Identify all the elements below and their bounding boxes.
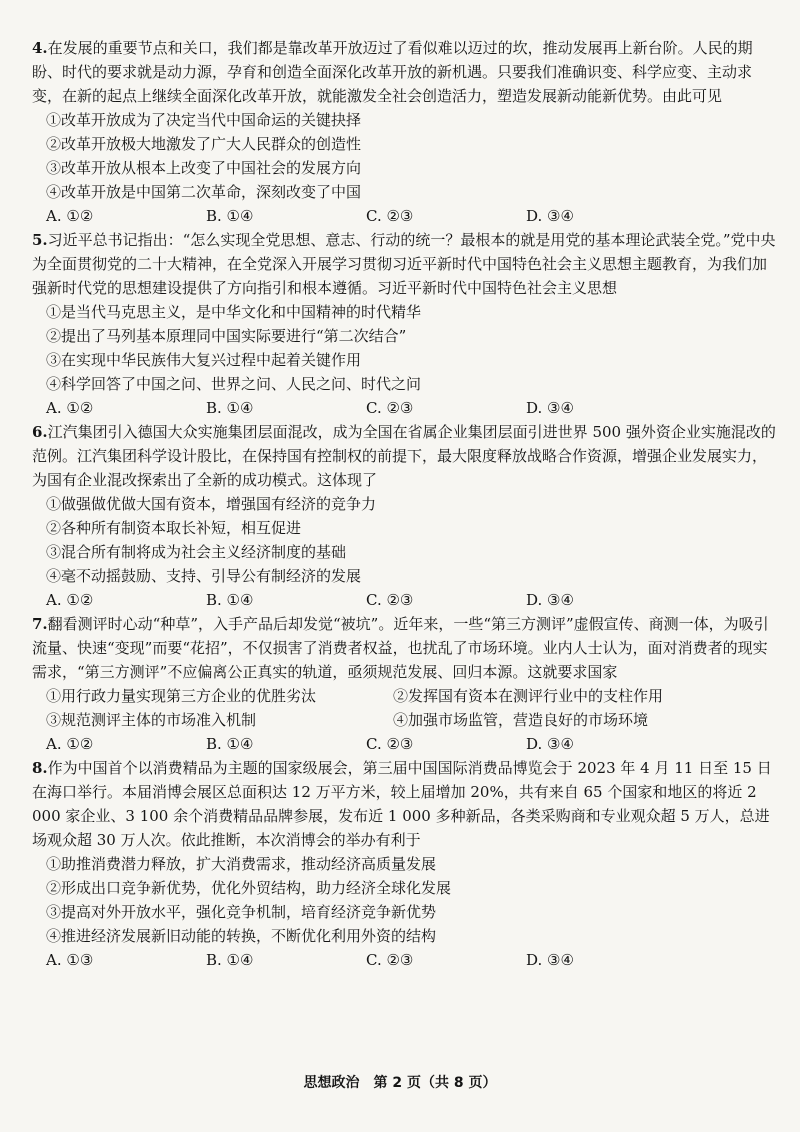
- option: ②各种所有制资本取长补短，相互促进: [46, 519, 302, 537]
- option: ③改革开放从根本上改变了中国社会的发展方向: [46, 159, 362, 177]
- answer-choices: [32, 732, 777, 756]
- question-stem: [32, 612, 777, 684]
- option: ①是当代马克思主义，是中华文化和中国精神的时代精华: [46, 303, 422, 321]
- answer-choices: [32, 204, 777, 228]
- choice-d: D. ③④: [526, 207, 574, 225]
- choice-d: D. ③④: [526, 735, 574, 753]
- option: ③在实现中华民族伟大复兴过程中起着关键作用: [46, 351, 362, 369]
- page-footer: 思想政治 第 2 页（共 8 页）: [303, 1075, 497, 1091]
- choice-c: C. ②③: [366, 951, 414, 969]
- option: ②发挥国有资本在测评行业中的支柱作用: [393, 687, 664, 705]
- question-text: 在发展的重要节点和关口，我们都是靠改革开放迈过了看似难以迈过的坎，推动发展再上新台阶。人民的期盼、时代的要求就是动力源，孕育和创造全面深化改革开放的新机遇。只要我们准确识变、科学应变、主动求变，在新的起点上继续全面深化改革开放，就能激发全社会创造活力，塑造发展新动能新优势。由此可见: [32, 39, 753, 105]
- question-stem: [32, 36, 777, 108]
- option: ①助推消费潜力释放，扩大消费需求，推动经济高质量发展: [46, 855, 437, 873]
- option: ④科学回答了中国之问、世界之问、人民之问、时代之问: [46, 375, 422, 393]
- choice-a: A. ①②: [46, 591, 94, 609]
- option: ③规范测评主体的市场准入机制: [46, 711, 257, 729]
- option: ④推进经济发展新旧动能的转换，不断优化利用外资的结构: [46, 927, 437, 945]
- answer-choices: [32, 948, 777, 972]
- question-stem: [32, 756, 777, 852]
- choice-a: A. ①②: [46, 207, 94, 225]
- question-number: 4.: [32, 39, 48, 57]
- option: ①改革开放成为了决定当代中国命运的关键抉择: [46, 111, 362, 129]
- option: ③混合所有制将成为社会主义经济制度的基础: [46, 543, 347, 561]
- question-stem: [32, 228, 777, 300]
- option: ③提高对外开放水平，强化竞争机制，培育经济竞争新优势: [46, 903, 437, 921]
- choice-b: B. ①④: [206, 951, 254, 969]
- question-text: 江汽集团引入德国大众实施集团层面混改，成为全国在省属企业集团层面引进世界 500 强外资企业实施混改的范例。江汽集团科学设计股比，在保持国有控制权的前提下，最大限度释放战略合作资源，增强企业发展实力，为国有企业混改探索出了全新的成功模式。这体现了: [32, 423, 776, 489]
- option: ④毫不动摇鼓励、支持、引导公有制经济的发展: [46, 567, 362, 585]
- question-stem: [32, 420, 777, 492]
- question-text: 作为中国首个以消费精品为主题的国家级展会，第三届中国国际消费品博览会于 2023 年 4 月 11 日至 15 日在海口举行。本届消博会展区总面积达 12 万平方米，较上届增加 20%，共有来自 65 个国家和地区的将近 2 000 家企业、3 100 余个消费精品品牌参展，发布近 1 000 多种新品，各类采购商和专业观众超 5 万人，总进场观众超 30 万人次。依此推断，本次消博会的举办有利于: [32, 759, 772, 849]
- choice-c: C. ②③: [366, 399, 414, 417]
- option: ①用行政力量实现第三方企业的优胜劣汰: [46, 687, 317, 705]
- question-text: 习近平总书记指出：“怎么实现全党思想、意志、行动的统一？最根本的就是用党的基本理论武装全党。”党中央为全面贯彻党的二十大精神，在全党深入开展学习贯彻习近平新时代中国特色社会主义思想主题教育，为我们加强新时代党的思想建设提供了方向指引和根本遵循。习近平新时代中国特色社会主义思想: [32, 231, 776, 297]
- choice-b: B. ①④: [206, 207, 254, 225]
- choice-c: C. ②③: [366, 207, 414, 225]
- choice-d: D. ③④: [526, 399, 574, 417]
- answer-choices: [32, 588, 777, 612]
- choice-a: A. ①②: [46, 735, 94, 753]
- question-5: [32, 228, 777, 420]
- choice-b: B. ①④: [206, 399, 254, 417]
- answer-choices: [32, 396, 777, 420]
- option-row: [32, 684, 777, 708]
- question-number: 6.: [32, 423, 48, 441]
- choice-d: D. ③④: [526, 591, 574, 609]
- choice-b: B. ①④: [206, 735, 254, 753]
- choice-c: C. ②③: [366, 591, 414, 609]
- question-number: 5.: [32, 231, 48, 249]
- option: ②改革开放极大地激发了广大人民群众的创造性: [46, 135, 362, 153]
- option: ②形成出口竞争新优势，优化外贸结构，助力经济全球化发展: [46, 879, 452, 897]
- option-row: [32, 708, 777, 732]
- choice-a: A. ①②: [46, 399, 94, 417]
- question-4: [32, 36, 777, 228]
- question-number: 7.: [32, 615, 48, 633]
- choice-a: A. ①③: [46, 951, 94, 969]
- question-6: [32, 420, 777, 612]
- option: ④加强市场监管，营造良好的市场环境: [393, 711, 649, 729]
- choice-d: D. ③④: [526, 951, 574, 969]
- question-list: [32, 36, 777, 972]
- choice-b: B. ①④: [206, 591, 254, 609]
- question-number: 8.: [32, 759, 48, 777]
- question-8: [32, 756, 777, 972]
- option: ④改革开放是中国第二次革命，深刻改变了中国: [46, 183, 362, 201]
- question-text: 翻看测评时心动“种草”，入手产品后却发觉“被坑”。近年来，一些“第三方测评”虚假宣传、商测一体，为吸引流量、快速“变现”而要“花招”，不仅损害了消费者权益，也扰乱了市场环境。业内人士认为，面对消费者的现实需求，“第三方测评”不应偏离公正真实的轨道，亟须规范发展、回归本源。这就要求国家: [32, 615, 769, 681]
- option: ②提出了马列基本原理同中国实际要进行“第二次结合”: [46, 327, 407, 345]
- option: ①做强做优做大国有资本，增强国有经济的竞争力: [46, 495, 377, 513]
- question-7: [32, 612, 777, 756]
- choice-c: C. ②③: [366, 735, 414, 753]
